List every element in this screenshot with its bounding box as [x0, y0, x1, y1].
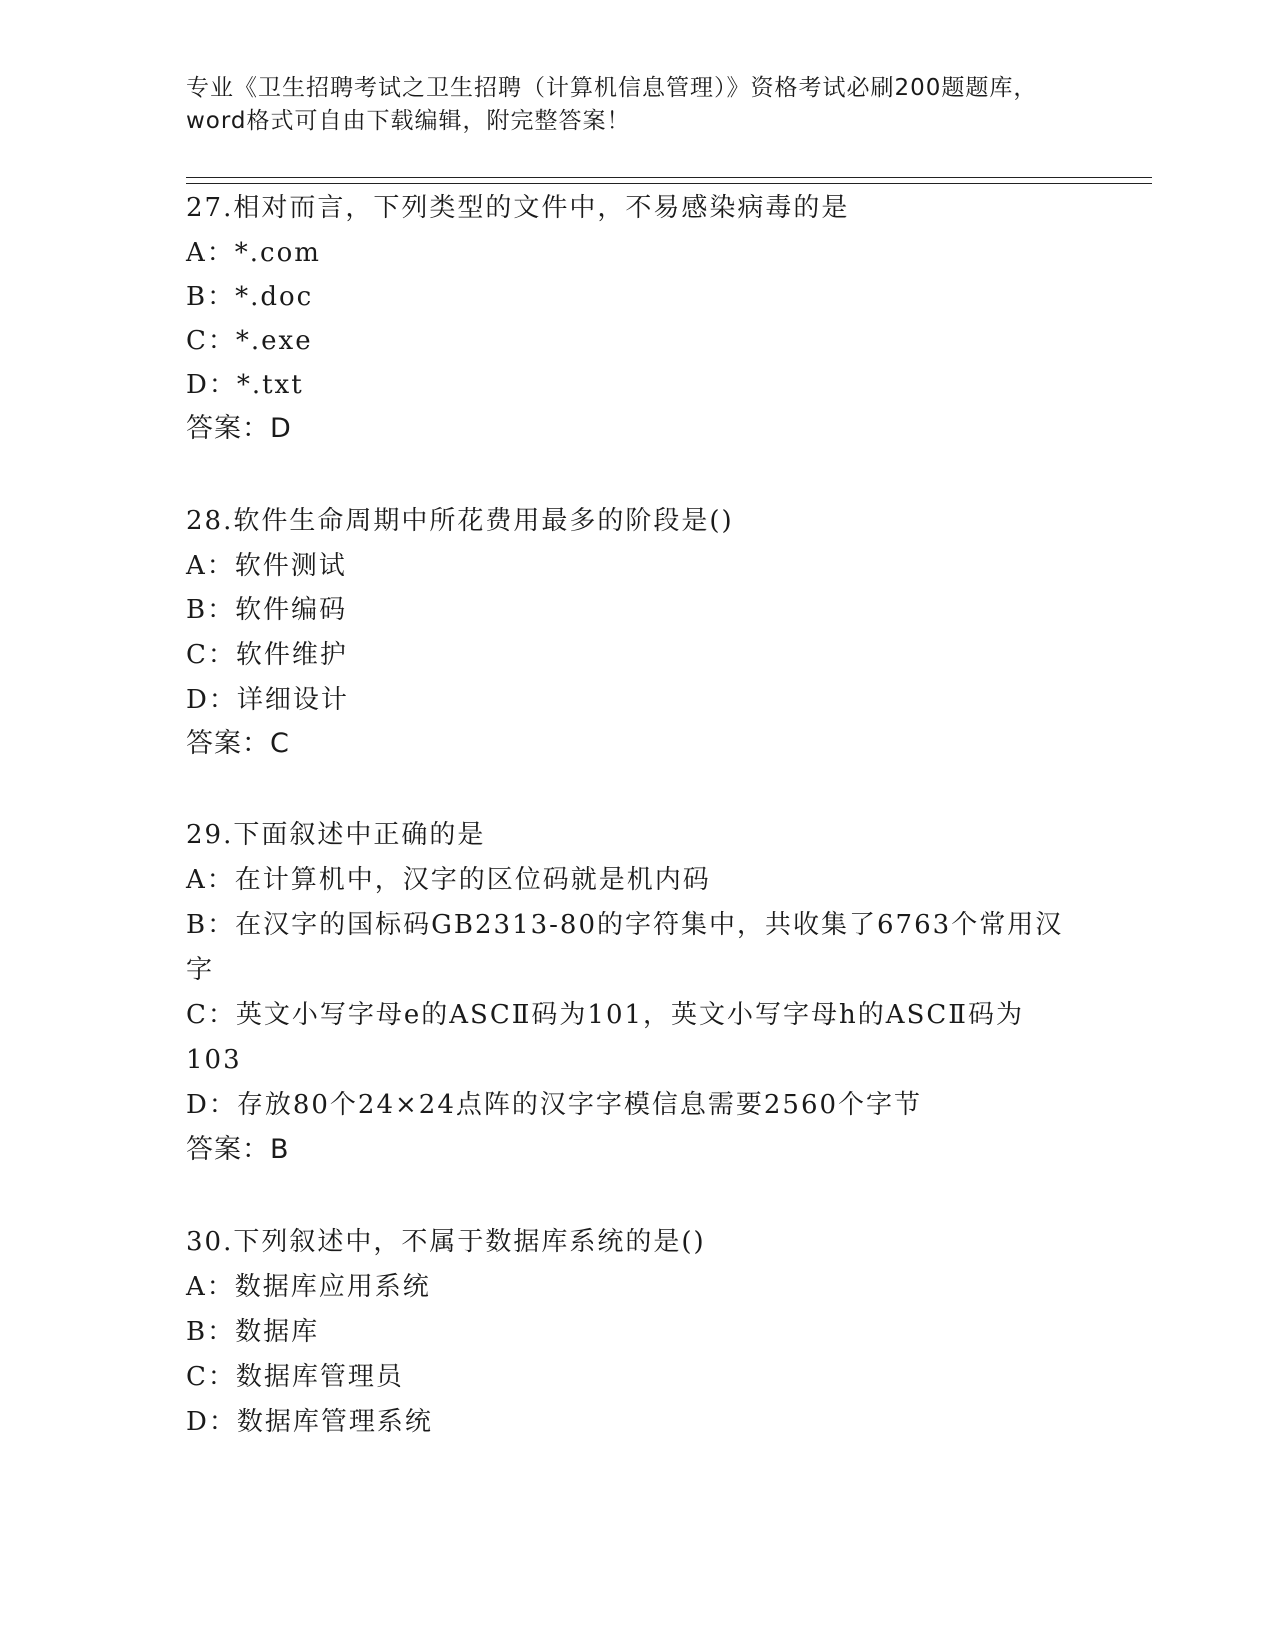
question-29-option-b: B：在汉字的国标码GB2313-80的字符集中，共收集了6763个常用汉	[186, 910, 1064, 940]
header-divider-bottom	[186, 183, 1152, 184]
header-divider-top	[186, 177, 1152, 178]
question-27-option-c: C：*.exe	[186, 326, 313, 356]
question-29-answer: 答案：B	[186, 1134, 290, 1165]
question-27-answer: 答案：D	[186, 413, 292, 444]
question-29-stem: 29.下面叙述中正确的是	[186, 820, 486, 850]
question-28-answer: 答案：C	[186, 728, 290, 759]
question-27-stem: 27.相对而言，下列类型的文件中，不易感染病毒的是	[186, 193, 850, 223]
question-30-option-d: D：数据库管理系统	[186, 1407, 433, 1437]
document-header	[186, 72, 1086, 138]
header-line-1: 专业《卫生招聘考试之卫生招聘（计算机信息管理）》资格考试必刷200题题库，	[186, 75, 1038, 101]
question-28-option-b: B：软件编码	[186, 595, 348, 625]
question-28-option-c: C：软件维护	[186, 640, 348, 670]
question-28-option-d: D：详细设计	[186, 685, 349, 715]
question-30-option-b: B：数据库	[186, 1317, 320, 1347]
header-line-2: word格式可自由下载编辑，附完整答案！	[186, 108, 631, 134]
question-30-stem: 30.下列叙述中，不属于数据库系统的是()	[186, 1227, 706, 1257]
question-27-option-b: B：*.doc	[186, 282, 314, 312]
question-29-option-c-cont: 103	[186, 1045, 242, 1075]
question-29-option-a: A：在计算机中，汉字的区位码就是机内码	[186, 865, 711, 895]
question-27-option-a: A：*.com	[186, 238, 321, 268]
question-28-stem: 28.软件生命周期中所花费用最多的阶段是()	[186, 506, 734, 536]
question-29-option-c: C：英文小写字母e的ASCⅡ码为101，英文小写字母h的ASCⅡ码为	[186, 1000, 1024, 1030]
question-29-option-d: D：存放80个24×24点阵的汉字字模信息需要2560个字节	[186, 1090, 923, 1120]
question-29-option-b-cont: 字	[186, 955, 215, 985]
question-30-option-a: A：数据库应用系统	[186, 1272, 431, 1302]
question-28-option-a: A：软件测试	[186, 551, 347, 581]
question-27-option-d: D：*.txt	[186, 370, 304, 400]
question-30-option-c: C：数据库管理员	[186, 1362, 404, 1392]
